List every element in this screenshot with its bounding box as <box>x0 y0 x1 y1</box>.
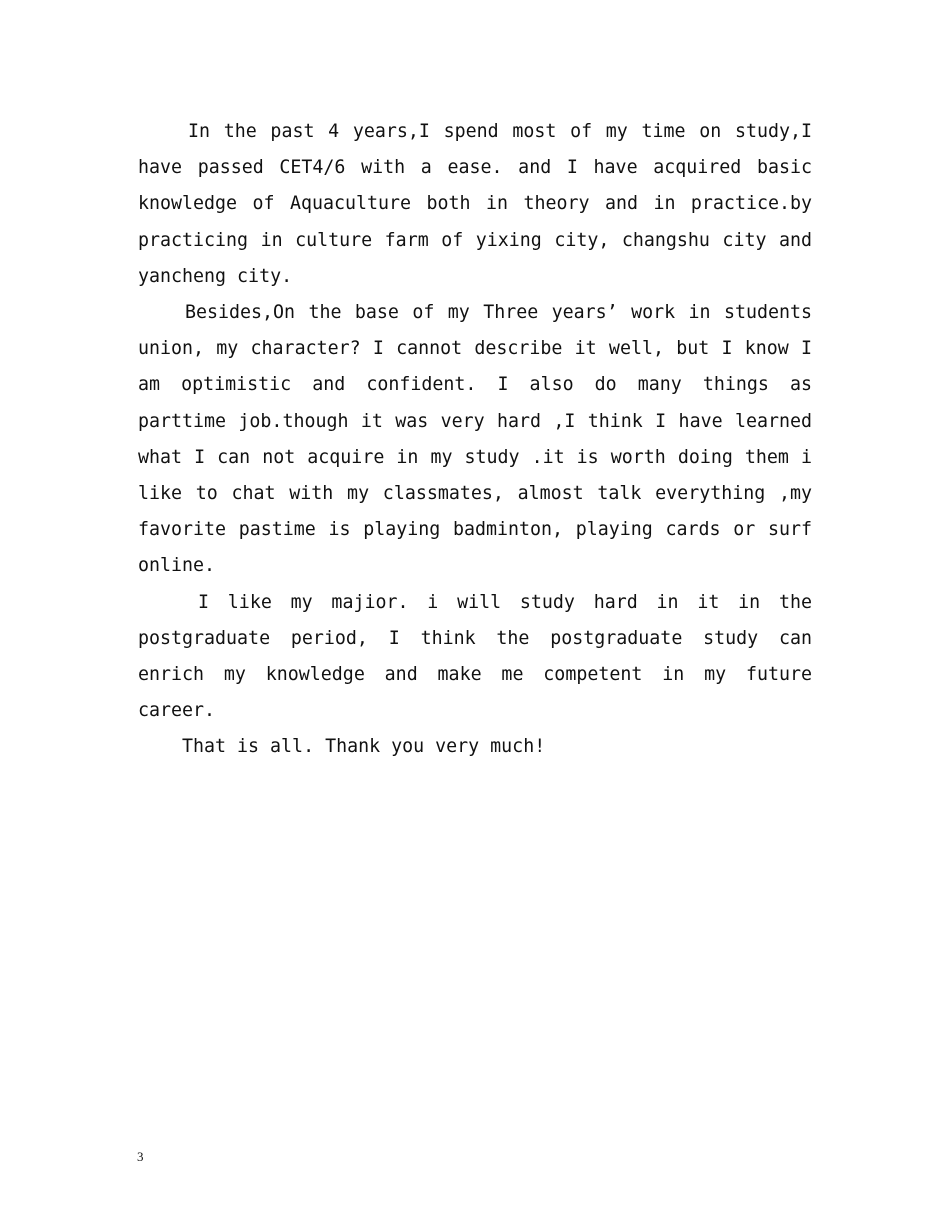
paragraph-study: In the past 4 years,I spend most of my time on study,I have passed CET4/6 with a ease. and I have acquired basic knowledge of Aquaculture both in theory and in practice.by practicing in culture farm of yixing city, changshu city and yancheng city. <box>138 121 812 287</box>
paragraph-character: Besides,On the base of my Three years’ work in students union, my character? I cannot describe it well, but I know I am optimistic and confident. I also do many things as parttime job.though it was very hard ,I think I have learned what I can not acquire in my study .it is worth doing them i like to chat with my classmates, almost talk everything ,my favorite pastime is playing badminton, playing cards or surf online. <box>138 302 812 577</box>
document-body <box>138 114 812 766</box>
paragraph-closing: That is all. Thank you very much! <box>182 736 546 758</box>
paragraph-major: I like my majior. i will study hard in it in the postgraduate period, I think the postgraduate study can enrich my knowledge and make me competent in my future career. <box>138 591 812 722</box>
page-number: 3 <box>137 1149 144 1164</box>
